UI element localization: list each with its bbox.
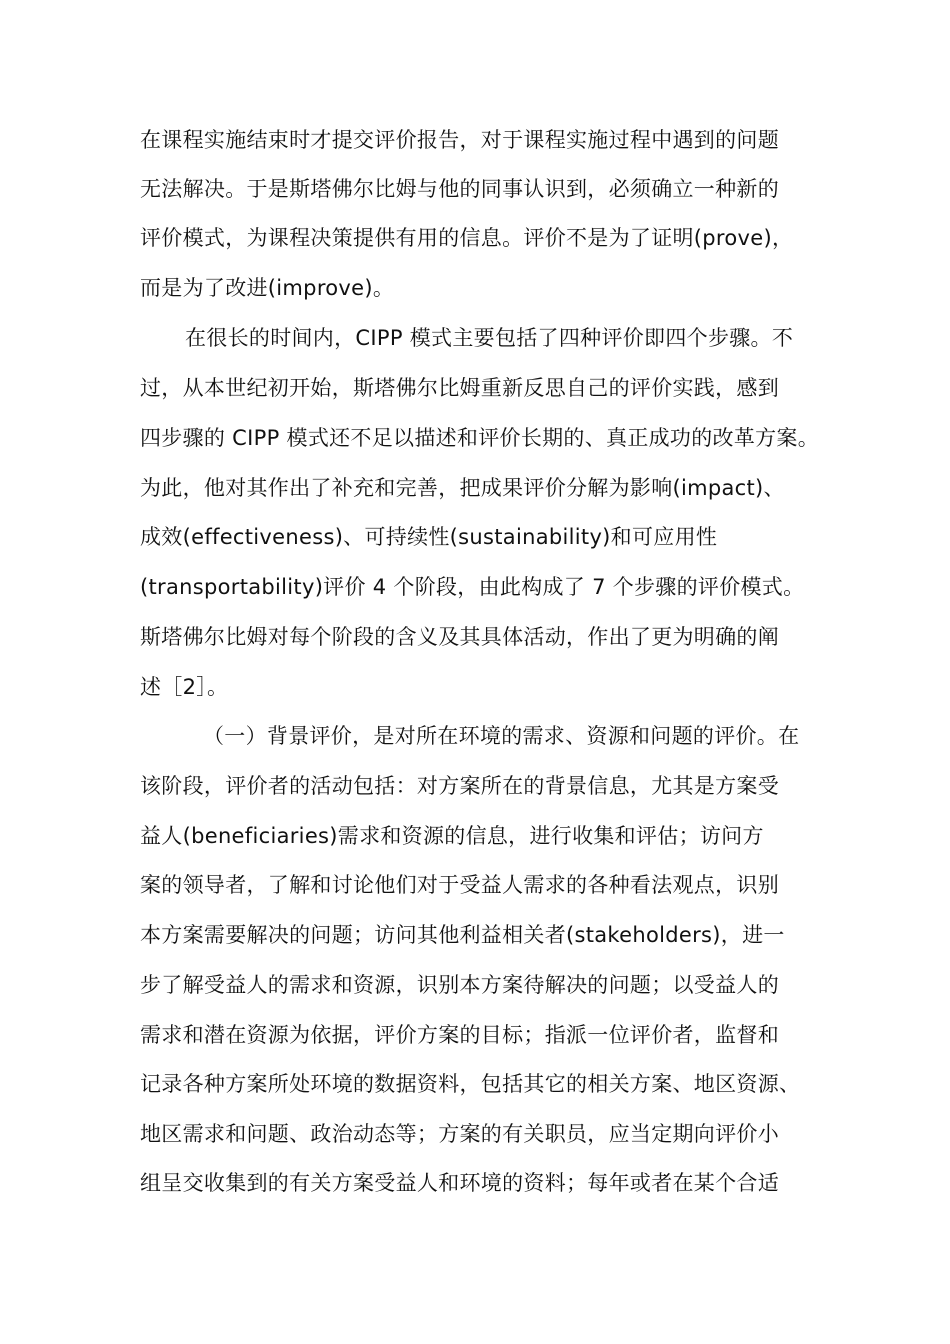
text-line: 斯塔佛尔比姆对每个阶段的含义及其具体活动，作出了更为明确的阐 xyxy=(140,625,779,649)
text-line: 本方案需要解决的问题；访问其他利益相关者(stakeholders)，进一 xyxy=(140,923,785,947)
text-line: 过，从本世纪初开始，斯塔佛尔比姆重新反思自己的评价实践，感到 xyxy=(140,376,779,400)
text-line: (transportability)评价 4 个阶段，由此构成了 7 个步骤的评价模式。 xyxy=(140,575,805,599)
text-line: 组呈交收集到的有关方案受益人和环境的资料；每年或者在某个合适 xyxy=(140,1171,779,1195)
section-heading-line: （一）背景评价，是对所在环境的需求、资源和问题的评价。在 xyxy=(203,724,800,748)
text-line: 而是为了改进(improve)。 xyxy=(140,276,395,300)
text-line: 地区需求和问题、政治动态等；方案的有关职员，应当定期向评价小 xyxy=(140,1122,779,1146)
text-line: 述［2］。 xyxy=(140,675,229,699)
text-line: 案的领导者，了解和讨论他们对于受益人需求的各种看法观点，识别 xyxy=(140,873,779,897)
text-line: 四步骤的 CIPP 模式还不足以描述和评价长期的、真正成功的改革方案。 xyxy=(140,426,820,450)
text-line: 该阶段，评价者的活动包括：对方案所在的背景信息，尤其是方案受 xyxy=(140,774,779,798)
text-line: 需求和潜在资源为依据，评价方案的目标；指派一位评价者，监督和 xyxy=(140,1023,779,1047)
paragraph-first-line: 在很长的时间内，CIPP 模式主要包括了四种评价即四个步骤。不 xyxy=(185,326,794,350)
text-line: 评价模式，为课程决策提供有用的信息。评价不是为了证明(prove)， xyxy=(140,226,794,250)
text-line: 无法解决。于是斯塔佛尔比姆与他的同事认识到，必须确立一种新的 xyxy=(140,177,779,201)
text-line: 益人(beneficiaries)需求和资源的信息，进行收集和评估；访问方 xyxy=(140,824,764,848)
text-line: 记录各种方案所处环境的数据资料，包括其它的相关方案、地区资源、 xyxy=(140,1072,801,1096)
text-line: 步了解受益人的需求和资源，识别本方案待解决的问题；以受益人的 xyxy=(140,973,779,997)
text-line: 成效(effectiveness)、可持续性(sustainability)和可应用性 xyxy=(140,525,718,549)
text-line: 在课程实施结束时才提交评价报告，对于课程实施过程中遇到的问题 xyxy=(140,128,779,152)
text-line: 为此，他对其作出了补充和完善，把成果评价分解为影响(impact)、 xyxy=(140,476,785,500)
